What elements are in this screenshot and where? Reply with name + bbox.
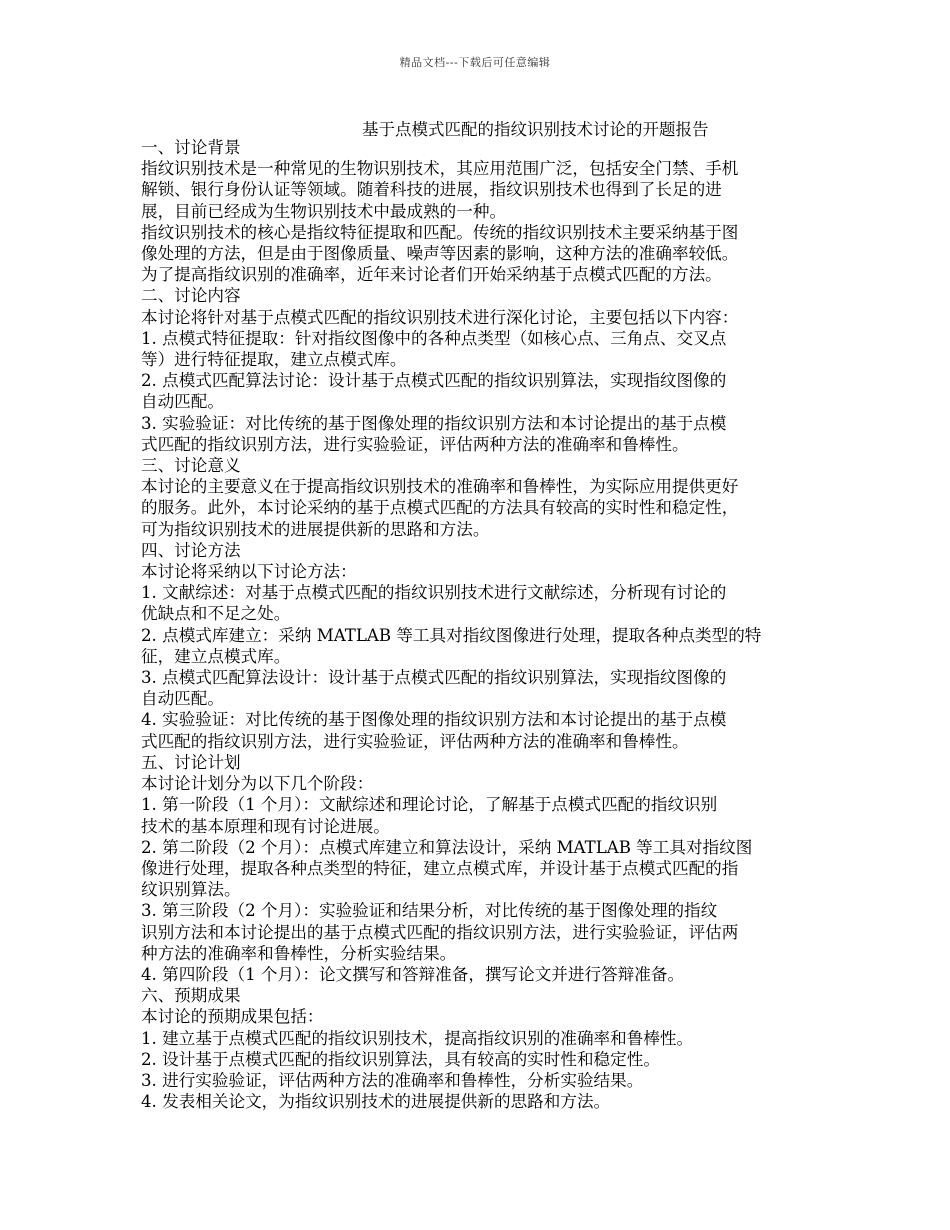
text-line: 征，建立点模式库。: [141, 646, 291, 666]
text-line: 展，目前已经成为生物识别技术中最成熟的一种。: [141, 201, 507, 221]
text-line: 本讨论将针对基于点模式匹配的指纹识别技术进行深化讨论，主要包括以下内容：: [141, 307, 739, 327]
text-line: 一、讨论背景: [141, 138, 241, 157]
text-line: 三、讨论意义: [141, 456, 241, 476]
text-line: 4. 第四阶段（1 个月）：论文撰写和答辩准备，撰写论文并进行答辩准备。: [141, 964, 685, 984]
text-line: 四、讨论方法: [141, 540, 241, 560]
text-line: 识别方法和本讨论提出的基于点模式匹配的指纹识别方法，进行实验验证，评估两: [141, 922, 739, 942]
text-line: 自动匹配。: [141, 392, 224, 412]
text-line: 种方法的准确率和鲁棒性，分析实验结果。: [141, 943, 457, 963]
text-line: 2. 点模式库建立：采纳 MATLAB 等工具对指纹图像进行处理，提取各种点类型的特: [141, 625, 762, 645]
document-body: [141, 137, 821, 1112]
text-line: 2. 设计基于点模式匹配的指纹识别算法，具有较高的实时性和稳定性。: [141, 1049, 660, 1069]
text-line: 指纹识别技术是一种常见的生物识别技术，其应用范围广泛，包括安全门禁、手机: [141, 159, 739, 179]
text-line: 1. 第一阶段（1 个月）：文献综述和理论讨论，了解基于点模式匹配的指纹识别: [141, 795, 718, 815]
text-line: 像处理的方法，但是由于图像质量、噪声等因素的影响，这种方法的准确率较低。: [141, 244, 739, 264]
text-line: 1. 文献综述：对基于点模式匹配的指纹识别技术进行文献综述，分析现有讨论的: [141, 583, 727, 603]
text-line: 纹识别算法。: [141, 880, 241, 900]
text-line: 自动匹配。: [141, 689, 224, 709]
text-line: 本讨论将采纳以下讨论方法：: [141, 562, 357, 582]
text-line: 本讨论计划分为以下几个阶段：: [141, 774, 374, 794]
text-line: 2. 点模式匹配算法讨论：设计基于点模式匹配的指纹识别算法，实现指纹图像的: [141, 371, 727, 391]
text-line: 优缺点和不足之处。: [141, 604, 291, 624]
text-line: 1. 点模式特征提取：针对指纹图像中的各种点类型（如核心点、三角点、交叉点: [141, 328, 727, 348]
text-line: 为了提高指纹识别的准确率，近年来讨论者们开始采纳基于点模式匹配的方法。: [141, 265, 722, 285]
text-line: 3. 点模式匹配算法设计：设计基于点模式匹配的指纹识别算法，实现指纹图像的: [141, 668, 727, 688]
text-line: 等）进行特征提取，建立点模式库。: [141, 350, 407, 370]
page-header: 精品文档---下载后可任意编辑: [399, 56, 551, 69]
text-line: 技术的基本原理和现有讨论进展。: [141, 816, 390, 836]
text-line: 本讨论的主要意义在于提高指纹识别技术的准确率和鲁棒性，为实际应用提供更好: [141, 477, 739, 497]
text-line: 3. 进行实验验证，评估两种方法的准确率和鲁棒性，分析实验结果。: [141, 1070, 644, 1090]
text-line: 3. 实验验证：对比传统的基于图像处理的指纹识别方法和本讨论提出的基于点模: [141, 413, 727, 433]
text-line: 五、讨论计划: [141, 752, 241, 772]
text-line: 像进行处理，提取各种点类型的特征，建立点模式库，并设计基于点模式匹配的指: [141, 858, 739, 878]
text-line: 可为指纹识别技术的进展提供新的思路和方法。: [141, 519, 490, 539]
text-line: 六、预期成果: [141, 986, 241, 1006]
document-title: 基于点模式匹配的指纹识别技术讨论的开题报告: [362, 120, 709, 139]
text-line: 解锁、银行身份认证等领域。随着科技的进展，指纹识别技术也得到了长足的进: [141, 180, 722, 200]
text-line: 4. 发表相关论文，为指纹识别技术的进展提供新的思路和方法。: [141, 1092, 611, 1112]
text-line: 式匹配的指纹识别方法，进行实验验证，评估两种方法的准确率和鲁棒性。: [141, 731, 689, 751]
text-line: 2. 第二阶段（2 个月）：点模式库建立和算法设计，采纳 MATLAB 等工具对指纹图: [141, 837, 753, 857]
text-line: 的服务。此外，本讨论采纳的基于点模式匹配的方法具有较高的实时性和稳定性，: [141, 498, 739, 518]
text-line: 4. 实验验证：对比传统的基于图像处理的指纹识别方法和本讨论提出的基于点模: [141, 710, 727, 730]
text-line: 本讨论的预期成果包括：: [141, 1007, 324, 1027]
text-line: 式匹配的指纹识别方法，进行实验验证，评估两种方法的准确率和鲁棒性。: [141, 434, 689, 454]
text-line: 二、讨论内容: [141, 286, 241, 306]
text-line: 指纹识别技术的核心是指纹特征提取和匹配。传统的指纹识别技术主要采纳基于图: [141, 222, 739, 242]
text-line: 3. 第三阶段（2 个月）：实验验证和结果分析，对比传统的基于图像处理的指纹: [141, 901, 718, 921]
text-line: 1. 建立基于点模式匹配的指纹识别技术，提高指纹识别的准确率和鲁棒性。: [141, 1028, 694, 1048]
